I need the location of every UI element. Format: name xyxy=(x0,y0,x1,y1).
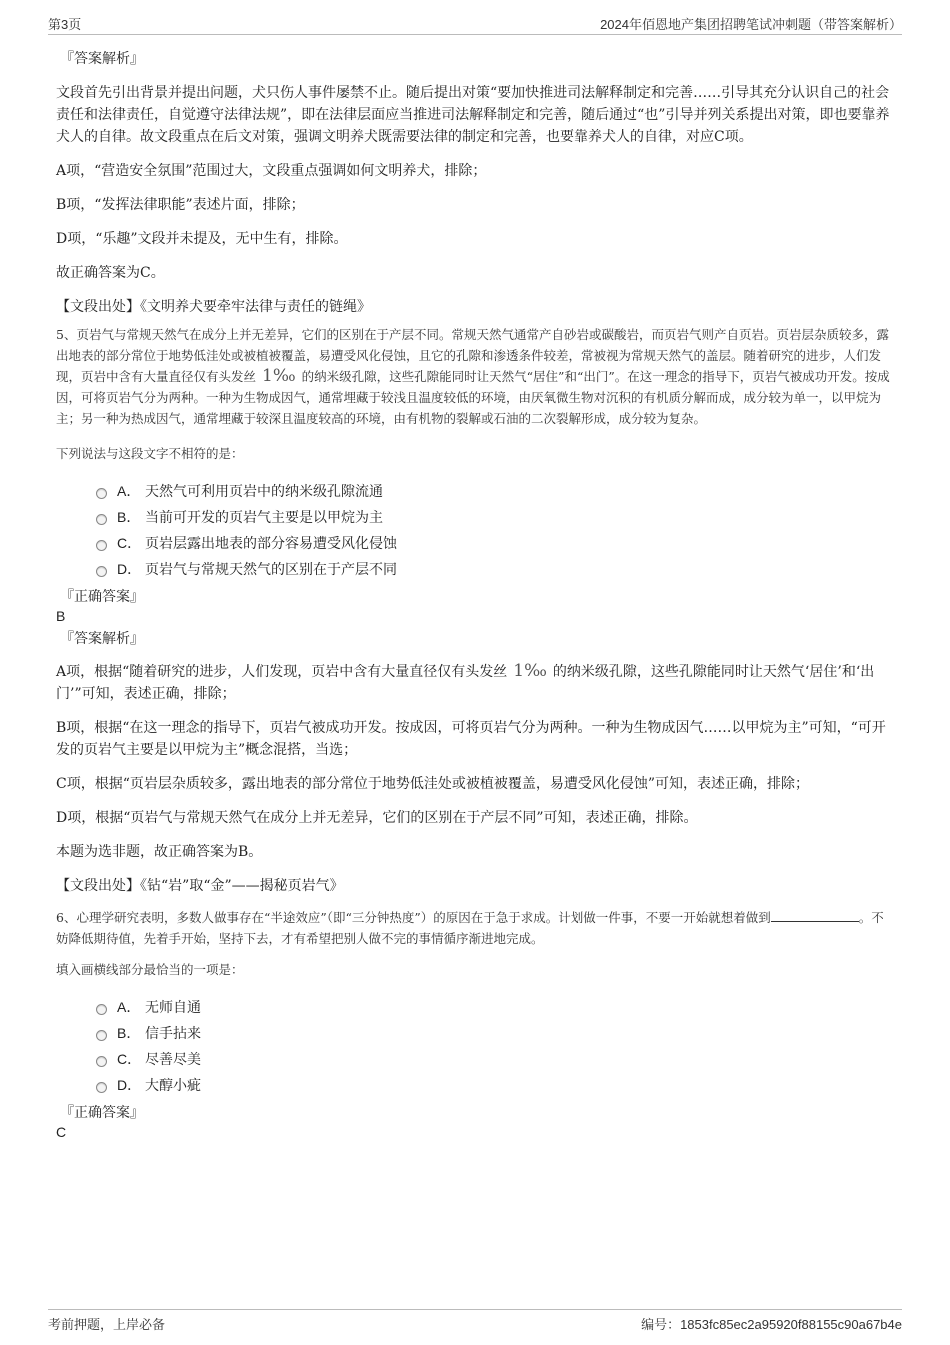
q5-option-a[interactable]: A． 天然气可利用页岩中的纳米级孔隙流通 xyxy=(96,478,896,504)
document-id: 编号：1853fc85ec2a95920f88155c90a67b4e xyxy=(641,1317,902,1332)
radio-icon[interactable] xyxy=(96,1030,107,1041)
q4-source-label: 【文段出处】 xyxy=(56,299,140,315)
document-title: 2024年佰恩地产集团招聘笔试冲刺题（带答案解析） xyxy=(600,17,902,32)
q6-option-c[interactable]: C． 尽善尽美 xyxy=(96,1046,896,1072)
q5-stem-part2: 的纳米级孔隙，这些孔隙能同时让天然气“居住”和“出门”。在这一理念的指导下，页岩气被成功开发。按成因，可将页岩气分为两种。一种为生物成因气，通常埋藏于较浅且温度较低的环境，由厌氧微生物对沉积的有机质分解而成，成分较为单一，以甲烷为主；另一种为热成因气，通常埋藏于较深且温度较高的环境，由有机物的裂解或石油的二次裂解形成，成分较为复杂。 xyxy=(56,369,890,426)
q6-option-d[interactable]: D． 大醇小疵 xyxy=(96,1072,896,1098)
q4-analysis-b: B项，“发挥法律职能”表述片面，排除； xyxy=(56,197,305,213)
q5-analysis-fraction: 1‰ xyxy=(513,661,547,681)
page-footer xyxy=(48,1309,902,1332)
q4-conclusion: 故正确答案为C。 xyxy=(56,265,165,281)
q5-source-label: 【文段出处】 xyxy=(56,878,140,894)
q5-options xyxy=(56,478,896,582)
q4-analysis-label: 『答案解析』 xyxy=(60,51,144,67)
radio-icon[interactable] xyxy=(96,1082,107,1093)
q6-prompt: 填入画横线部分最恰当的一项是： xyxy=(56,962,244,977)
q5-correct-answer: B xyxy=(56,608,66,624)
q4-analysis-d: D项，“乐趣”文段并未提及，无中生有，排除。 xyxy=(56,231,348,247)
q5-stem-part1: 5、页岩气与常规天然气在成分上并无差异，它们的区别在于产层不同。常规天然气通常产自砂岩或碳酸岩，而页岩气则产自页岩。页岩层杂质较多，露出地表的部分常位于地势低洼处或被植被覆盖，易遭受风化侵蚀，且它的孔隙和渗透条件较差，常被视为常规天然气的盖层。随着研究的进步，人们发现，页岩中含有大量直径仅有头发丝 xyxy=(56,327,889,384)
page-content xyxy=(56,42,896,1140)
q4-source-title: 《文明养犬要牵牢法律与责任的链绳》 xyxy=(140,299,371,315)
q5-fraction: 1‰ xyxy=(262,366,296,386)
radio-icon[interactable] xyxy=(96,1004,107,1015)
q6-correct-answer: C xyxy=(56,1124,67,1140)
q6-options xyxy=(56,994,896,1098)
q6-stem-part2: 。不妨降低期待值，先着手开始，坚持下去，才有希望把别人做不完的事情循序渐进地完成。 xyxy=(56,910,884,946)
q4-analysis-text: 文段首先引出背景并提出问题，犬只伤人事件屡禁不止。随后提出对策“要加快推进司法解释制定和完善……引导其充分认识自己的社会责任和法律责任，自觉遵守法律法规”，即在法律层面应当推进司法解释制定和完善，随后通过“也”引导并列关系提出对策，即也要靠养犬人的自律。故文段重点在后文对策，强调文明养犬既需要法律的制定和完善，也要靠养犬人的自律，对应C项。 xyxy=(56,85,890,145)
q6-option-a[interactable]: A． 无师自通 xyxy=(96,994,896,1020)
q5-analysis-c: C项，根据“页岩层杂质较多，露出地表的部分常位于地势低洼处或被植被覆盖，易遭受风化侵蚀”可知，表述正确，排除； xyxy=(56,776,810,792)
q5-source-title: 《钻“岩”取“金”——揭秘页岩气》 xyxy=(140,878,344,894)
q4-source xyxy=(56,296,896,318)
q6-correct-label: 『正确答案』 xyxy=(60,1105,144,1121)
q5-analysis-label: 『答案解析』 xyxy=(60,631,144,647)
q5-stem xyxy=(56,324,896,429)
q5-option-c[interactable]: C． 页岩层露出地表的部分容易遭受风化侵蚀 xyxy=(96,530,896,556)
q5-conclusion: 本题为选非题，故正确答案为B。 xyxy=(56,844,263,860)
q5-option-b[interactable]: B． 当前可开发的页岩气主要是以甲烷为主 xyxy=(96,504,896,530)
radio-icon[interactable] xyxy=(96,1056,107,1067)
q6-option-b[interactable]: B． 信手拈来 xyxy=(96,1020,896,1046)
radio-icon[interactable] xyxy=(96,488,107,499)
q4-analysis-a: A项，“营造安全氛围”范围过大，文段重点强调如何文明养犬，排除； xyxy=(56,163,487,179)
q5-option-d[interactable]: D． 页岩气与常规天然气的区别在于产层不同 xyxy=(96,556,896,582)
q5-analysis-d: D项，根据“页岩气与常规天然气在成分上并无差异，它们的区别在于产层不同”可知，表述正确，排除。 xyxy=(56,810,698,826)
footer-slogan: 考前押题，上岸必备 xyxy=(48,1317,166,1332)
radio-icon[interactable] xyxy=(96,514,107,525)
radio-icon[interactable] xyxy=(96,566,107,577)
q5-analysis-b: B项，根据“在这一理念的指导下，页岩气被成功开发。按成因，可将页岩气分为两种。一种为生物成因气……以甲烷为主”可知，“可开发的页岩气主要是以甲烷为主”概念混搭，当选； xyxy=(56,720,886,758)
q6-stem-part1: 6、心理学研究表明，多数人做事存在“半途效应”（即“三分钟热度”）的原因在于急于求成。计划做一件事，不要一开始就想着做到 xyxy=(56,910,771,925)
q5-prompt: 下列说法与这段文字不相符的是： xyxy=(56,446,244,461)
page-header xyxy=(48,14,902,35)
q5-source xyxy=(56,875,896,897)
q6-stem xyxy=(56,907,896,949)
fill-blank xyxy=(771,909,859,922)
page-number: 第3页 xyxy=(48,17,82,32)
radio-icon[interactable] xyxy=(96,540,107,551)
q5-analysis-a: A项，根据“随着研究的进步，人们发现，页岩中含有大量直径仅有头发丝 1‰ 的纳米级孔隙，这些孔隙能同时让天然气‘居住’和‘出门’”可知，表述正确，排除； xyxy=(56,661,875,702)
q5-correct-label: 『正确答案』 xyxy=(60,589,144,605)
